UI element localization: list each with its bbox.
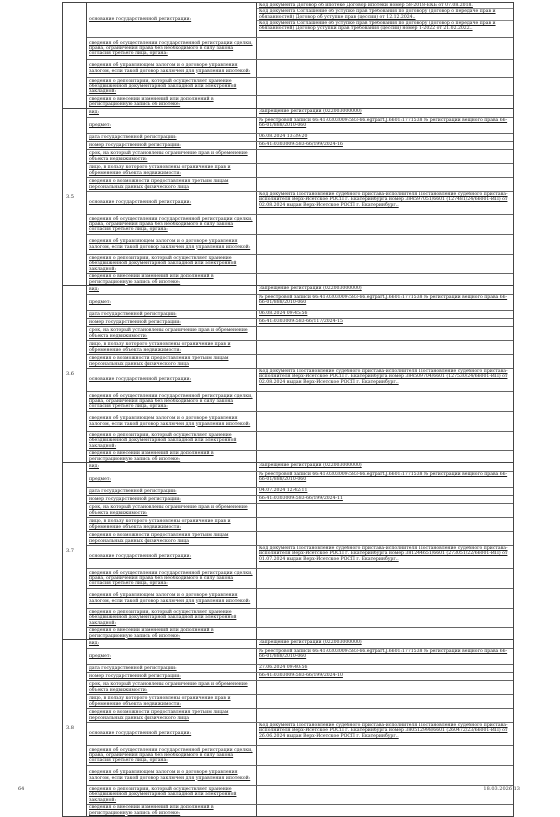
number-label: номер государственной регистрации: — [87, 496, 257, 503]
basis-label: основание государственной регистрации: — [87, 192, 257, 214]
consent-label: сведения об осуществлении государственной регистрации сделки, права, ограничения права без необходимого в силу закона согласия третьего лица, органа: — [87, 569, 257, 588]
number-value: 66:41:0303009:583-66/199/2024-11 — [259, 496, 343, 501]
predmet-label: предмет: — [87, 295, 257, 310]
date-label: дата государственной регистрации: — [87, 665, 257, 672]
extract-table — [62, 2, 514, 817]
row-vid — [87, 463, 513, 472]
row-predmet — [87, 118, 513, 134]
date-label: дата государственной регистрации: — [87, 311, 257, 318]
thirdparty-value — [257, 178, 513, 191]
row-person — [87, 341, 513, 355]
vid-label: вид: — [87, 463, 257, 471]
print-date: 18.03.2026 13 — [483, 786, 520, 792]
number-value: 66:41:0303009:583-66/199/2024-10 — [259, 673, 343, 678]
depositary-value — [257, 432, 513, 450]
person-label: лицо, в пользу которого установлены ограничение прав и обременение объекта недвижимости: — [87, 341, 257, 354]
term-label: срок, на который установлены ограничение прав и обременение объекта недвижимости: — [87, 150, 257, 163]
consent-value — [257, 569, 513, 588]
changes-value — [257, 451, 513, 462]
row-changes — [87, 805, 513, 816]
row-term — [87, 327, 513, 341]
row-thirdparty — [87, 709, 513, 723]
depositary-label: сведения о депозитарии, который осуществляет хранение обездвиженной документарной закладной или электронной закладной: — [87, 432, 257, 450]
thirdparty-value — [257, 532, 513, 545]
manager-value — [257, 60, 513, 77]
consent-label: сведения об осуществлении государственной регистрации сделки, права, ограничения права без необходимого в силу закона согласия третьего лица, органа: — [87, 38, 257, 59]
vid-label: вид: — [87, 109, 257, 117]
row-basis — [87, 723, 513, 746]
row-depositary — [87, 432, 513, 451]
row-consent — [87, 746, 513, 766]
row-vid — [87, 286, 513, 295]
depositary-value — [257, 609, 513, 627]
changes-value — [257, 96, 513, 108]
basis-values — [257, 3, 513, 37]
basis-value: Код документа Договор об ипотеке Договор ипотеки номер 58-2018-ЕКБ от 07.08.2018. — [257, 3, 513, 9]
section-number — [63, 3, 87, 108]
section-top — [62, 3, 514, 109]
term-label: срок, на который установлены ограничение прав и обременение объекта недвижимости: — [87, 504, 257, 517]
changes-value — [257, 274, 513, 285]
vid-value: Запрещение регистрации (022003000000) — [259, 109, 362, 114]
row-person — [87, 164, 513, 178]
section-number: 3.6 — [63, 286, 87, 462]
depositary-label: сведения о депозитарии, который осуществляет хранение обездвиженной документарной закладной или электронной закладной: — [87, 609, 257, 627]
consent-value — [257, 746, 513, 765]
number-label: номер государственной регистрации: — [87, 142, 257, 149]
predmet-value: № реестровой записи 66:41:0303009:583-66.egrpart.J.6601:1771538 № регистрации вещного права 66-66-01/888/2010-060 — [259, 295, 508, 306]
row-basis — [87, 192, 513, 215]
manager-value — [257, 235, 513, 254]
predmet-label: предмет: — [87, 472, 257, 487]
term-value — [257, 504, 513, 517]
vid-label: вид: — [87, 640, 257, 648]
depositary-value — [257, 255, 513, 273]
row-predmet — [87, 649, 513, 665]
number-label: номер государственной регистрации: — [87, 319, 257, 326]
row-consent — [87, 38, 513, 60]
term-label: срок, на который установлены ограничение прав и обременение объекта недвижимости: — [87, 327, 257, 340]
section-number: 3.5 — [63, 109, 87, 285]
row-number — [87, 673, 513, 681]
row-manager — [87, 60, 513, 78]
row-changes — [87, 451, 513, 462]
manager-label: сведения об управляющем залогом и о договоре управления залогом, если такой договор заключен для управления ипотекой: — [87, 60, 257, 77]
page-number: 64 — [18, 786, 25, 792]
term-value — [257, 150, 513, 163]
row-depositary — [87, 255, 513, 274]
depositary-label: сведения о депозитарии, который осуществляет хранение обездвиженной документарной закладной или электронной закладной: — [87, 255, 257, 273]
row-basis — [87, 546, 513, 569]
row-consent — [87, 392, 513, 412]
row-changes — [87, 274, 513, 285]
basis-value: Код документа Постановление судебного пристава-исполнителя Постановление судебного пристава-исполнителя Верх-Исетское РОСП г. Екатеринбурга номер 380512998/6601 (260472/23/66001-ИП) от 26.06.2024 выдан Верх-Исетское РОСП г. Екатеринбург.. — [259, 723, 508, 739]
row-date — [87, 665, 513, 673]
changes-label: сведения о внесении изменений или дополнений в регистрационную запись об ипотеке: — [87, 96, 257, 108]
row-term — [87, 150, 513, 164]
manager-label: сведения об управляющем залогом и о договоре управления залогом, если такой договор заключен для управления ипотекой: — [87, 235, 257, 254]
row-consent — [87, 569, 513, 589]
number-value: 66:41:0303009:583-66/199/2024-16 — [259, 142, 343, 147]
changes-label: сведения о внесении изменений или дополнений в регистрационную запись об ипотеке: — [87, 451, 257, 462]
row-manager — [87, 412, 513, 432]
basis-value: Код документа Постановление судебного пристава-исполнителя Постановление судебного пристава-исполнителя Верх-Исетское РОСП г. Екатеринбурга номер 384597051/6601 (127481/24/66001-ИП) от 02.08.2024 выдан Верх-Исетское РОСП г. Екатеринбург.. — [259, 192, 508, 208]
vid-value: Запрещение регистрации (022003000000) — [259, 286, 362, 291]
changes-value — [257, 628, 513, 639]
changes-label: сведения о внесении изменений или дополнений в регистрационную запись об ипотеке: — [87, 274, 257, 285]
encumbrance-section — [62, 640, 514, 817]
manager-value — [257, 766, 513, 785]
term-value — [257, 327, 513, 340]
consent-value — [257, 392, 513, 411]
row-changes — [87, 96, 513, 108]
person-value — [257, 164, 513, 177]
basis-label: основание государственной регистрации: — [87, 3, 257, 37]
basis-value: Код документа Постановление судебного пристава-исполнителя Постановление судебного пристава-исполнителя Верх-Исетское РОСП г. Екатеринбурга номер 384509704/6601 (127530/24/66001-ИП) от 02.08.2024 выдан Верх-Исетское РОСП г. Екатеринбург.. — [259, 369, 508, 385]
row-date — [87, 488, 513, 496]
person-label: лицо, в пользу которого установлены ограничение прав и обременение объекта недвижимости: — [87, 164, 257, 177]
depositary-value — [257, 78, 513, 95]
predmet-value: № реестровой записи 66:41:0303009:583-66.egrpart.J.6601:1771538 № регистрации вещного права 66-66-01/888/2010-060 — [259, 472, 508, 483]
encumbrance-section — [62, 286, 514, 463]
depositary-label: сведения о депозитарии, который осуществляет хранение обездвиженной документарной закладной или электронной закладной: — [87, 786, 257, 804]
row-basis — [87, 3, 513, 38]
thirdparty-label: сведения о возможности предоставления третьим лицам персональных данных физического лица — [87, 709, 257, 722]
basis-value: Код документа Соглашение об уступке прав требования по договору (договор о передаче прав и обязанностей) Договор об уступке прав (цессии) от 12.12.2024.. — [257, 9, 513, 21]
row-number — [87, 142, 513, 150]
consent-label: сведения об осуществлении государственной регистрации сделки, права, ограничения права без необходимого в силу закона согласия третьего лица, органа: — [87, 215, 257, 234]
manager-value — [257, 412, 513, 431]
section-number: 3.7 — [63, 463, 87, 639]
row-number — [87, 496, 513, 504]
changes-label: сведения о внесении изменений или дополнений в регистрационную запись об ипотеке: — [87, 805, 257, 816]
changes-value — [257, 805, 513, 816]
person-value — [257, 518, 513, 531]
person-value — [257, 341, 513, 354]
row-predmet — [87, 295, 513, 311]
row-person — [87, 518, 513, 532]
row-thirdparty — [87, 178, 513, 192]
number-label: номер государственной регистрации: — [87, 673, 257, 680]
person-value — [257, 695, 513, 708]
row-depositary — [87, 786, 513, 805]
basis-label: основание государственной регистрации: — [87, 369, 257, 391]
row-thirdparty — [87, 532, 513, 546]
row-predmet — [87, 472, 513, 488]
consent-value — [257, 38, 513, 59]
row-basis — [87, 369, 513, 392]
term-value — [257, 681, 513, 694]
basis-label: основание государственной регистрации: — [87, 546, 257, 568]
row-vid — [87, 640, 513, 649]
date-label: дата государственной регистрации: — [87, 488, 257, 495]
row-changes — [87, 628, 513, 639]
predmet-label: предмет: — [87, 118, 257, 133]
person-label: лицо, в пользу которого установлены ограничение прав и обременение объекта недвижимости: — [87, 518, 257, 531]
date-label: дата государственной регистрации: — [87, 134, 257, 141]
row-manager — [87, 589, 513, 609]
row-term — [87, 681, 513, 695]
row-consent — [87, 215, 513, 235]
row-manager — [87, 235, 513, 255]
thirdparty-value — [257, 709, 513, 722]
row-date — [87, 311, 513, 319]
person-label: лицо, в пользу которого установлены ограничение прав и обременение объекта недвижимости: — [87, 695, 257, 708]
thirdparty-label: сведения о возможности предоставления третьим лицам персональных данных физического лица — [87, 532, 257, 545]
date-value: 27.06.2024 09:40:56 — [259, 665, 308, 670]
row-vid — [87, 109, 513, 118]
depositary-value — [257, 786, 513, 804]
thirdparty-label: сведения о возможности предоставления третьим лицам персональных данных физического лица — [87, 178, 257, 191]
term-label: срок, на который установлены ограничение прав и обременение объекта недвижимости: — [87, 681, 257, 694]
row-term — [87, 504, 513, 518]
basis-value: Код документа Постановление судебного пристава-исполнителя Постановление судебного пристава-исполнителя Верх-Исетское РОСП г. Екатеринбурга номер 381244651/6601 (273051/22/66001-ИП) от 01.07.2024 выдан Верх-Исетское РОСП г. Екатеринбург.. — [259, 546, 508, 562]
changes-label: сведения о внесении изменений или дополнений в регистрационную запись об ипотеке: — [87, 628, 257, 639]
depositary-label: сведения о депозитарии, который осуществляет хранение обездвиженной документарной закладной или электронной закладной: — [87, 78, 257, 95]
consent-label: сведения об осуществлении государственной регистрации сделки, права, ограничения права без необходимого в силу закона согласия третьего лица, органа: — [87, 392, 257, 411]
manager-label: сведения об управляющем залогом и о договоре управления залогом, если такой договор заключен для управления ипотекой: — [87, 766, 257, 785]
predmet-value: № реестровой записи 66:41:0303009:583-66.egrpart.J.6601:1771538 № регистрации вещного права 66-66-01/888/2010-060 — [259, 118, 508, 129]
row-date — [87, 134, 513, 142]
row-depositary — [87, 609, 513, 628]
basis-label: основание государственной регистрации: — [87, 723, 257, 745]
row-manager — [87, 766, 513, 786]
consent-label: сведения об осуществлении государственной регистрации сделки, права, ограничения права без необходимого в силу закона согласия третьего лица, органа: — [87, 746, 257, 765]
section-number: 3.8 — [63, 640, 87, 816]
manager-value — [257, 589, 513, 608]
thirdparty-label: сведения о возможности предоставления третьим лицам персональных данных физического лица — [87, 355, 257, 368]
thirdparty-value — [257, 355, 513, 368]
manager-label: сведения об управляющем залогом и о договоре управления залогом, если такой договор заключен для управления ипотекой: — [87, 589, 257, 608]
vid-value: Запрещение регистрации (022003000000) — [259, 640, 362, 645]
vid-label: вид: — [87, 286, 257, 294]
date-value: 06.08.2024 09:45:56 — [259, 311, 308, 316]
row-person — [87, 695, 513, 709]
date-value: 04.07.2024 12:42:11 — [259, 488, 308, 493]
number-value: 66:41:0303009:583-66/117/2024-15 — [259, 319, 343, 324]
row-thirdparty — [87, 355, 513, 369]
date-value: 06.08.2024 13:39:20 — [259, 134, 308, 139]
consent-value — [257, 215, 513, 234]
row-number — [87, 319, 513, 327]
encumbrance-section — [62, 109, 514, 286]
row-depositary — [87, 78, 513, 96]
encumbrance-section — [62, 463, 514, 640]
predmet-label: предмет: — [87, 649, 257, 664]
vid-value: Запрещение регистрации (022003000000) — [259, 463, 362, 468]
predmet-value: № реестровой записи 66:41:0303009:583-66.egrpart.J.6601:1771538 № регистрации вещного права 66-66-01/888/2010-060 — [259, 649, 508, 660]
basis-value: Код документа Соглашение об уступке прав требования по договору (договор о передаче прав и обязанностей) Договор уступки прав требования (цессии) номер 1-2022 от 21.02.2022.. — [259, 20, 496, 32]
manager-label: сведения об управляющем залогом и о договоре управления залогом, если такой договор заключен для управления ипотекой: — [87, 412, 257, 431]
